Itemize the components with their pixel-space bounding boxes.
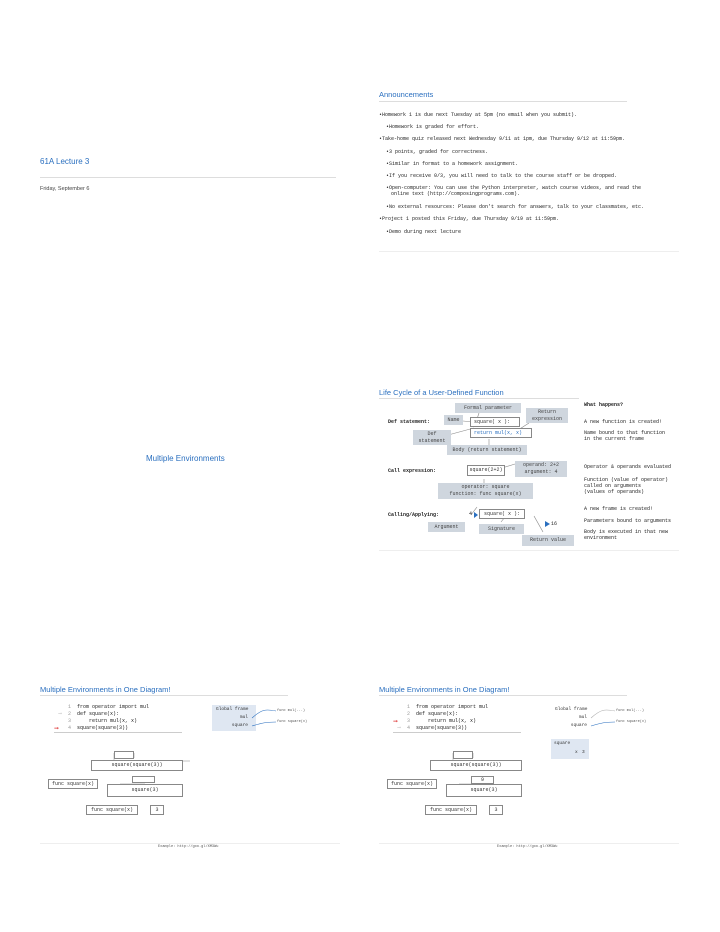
code-line-num: 2 xyxy=(68,711,72,717)
current-line-arrow-icon: ➞ xyxy=(393,719,399,725)
example-link[interactable]: Example: http://goo.gl/XM3Wu xyxy=(497,845,558,849)
life-cycle-title: Life Cycle of a User-Defined Function xyxy=(379,388,504,397)
slide-multiple-environments xyxy=(40,370,360,550)
square-frame-var: x xyxy=(575,750,578,755)
slide-multiple-env-diagram xyxy=(40,685,360,865)
frame-var-square: square xyxy=(231,723,248,728)
expr-top: square(square(3)) xyxy=(91,760,183,771)
expr-bottom-func: func square(x) xyxy=(86,805,138,815)
slide-title-heading: 61A Lecture 3 xyxy=(40,157,90,166)
func-square-label: func square(x) xyxy=(616,720,647,724)
announcement-item: •If you receive 0/3, you will need to talk to the course staff or be dropped. xyxy=(386,173,618,179)
what-happens-heading: What happens? xyxy=(584,402,624,408)
announcement-item: •Homework 1 is due next Tuesday at 5pm (no email when you submit). xyxy=(379,112,578,118)
slide-life-cycle xyxy=(379,388,699,568)
note-body-executed: Body is executed in that new environment xyxy=(584,529,669,541)
operand-label: operand: 2+2 argument: 4 xyxy=(515,461,567,477)
announcement-item: online text (http://composingprograms.com). xyxy=(391,191,521,197)
announcement-item: •No external resources: Please don't search for answers, talk to your classmates, etc. xyxy=(386,204,645,210)
code-line-num: 4 xyxy=(68,725,72,731)
frame-var-square: square xyxy=(570,723,587,728)
code-line: def square(x): xyxy=(77,711,120,717)
code-line: from operator import mul xyxy=(77,704,150,710)
slide-title xyxy=(40,90,360,270)
note-operator-evaluated: Operator & operands evaluated xyxy=(584,464,672,470)
return-code: mul(x, x) xyxy=(495,430,523,436)
expr-bottom-val: 3 xyxy=(150,805,164,815)
global-frame-label: Global frame xyxy=(216,707,249,712)
note-new-function: A new function is created! xyxy=(584,419,663,425)
code-line-num: 4 xyxy=(407,725,411,731)
frame-var-mul: mul xyxy=(578,715,587,720)
def-statement-heading: Def statement: xyxy=(388,419,431,425)
expr-top: square(square(3)) xyxy=(430,760,522,771)
announcement-item: •Project 1 posted this Friday, due Thursday 9/19 at 11:59pm. xyxy=(379,216,560,222)
announcement-item: •Take-home quiz released next Wednesday 9/11 at 1pm, due Thursday 9/12 at 11:59pm. xyxy=(379,136,626,142)
diagram-title: Multiple Environments in One Diagram! xyxy=(379,685,510,694)
frame-pointers xyxy=(40,685,360,865)
return-expression-label: Return expression xyxy=(526,408,568,423)
expr-inner: square(3) xyxy=(107,784,183,797)
square-frame-value: 3 xyxy=(582,750,585,755)
return-code-box xyxy=(470,428,532,438)
call-code-box: square(2+2) xyxy=(467,465,505,476)
expr-inner-blank xyxy=(132,776,155,783)
announcement-item: •Homework is graded for effort. xyxy=(386,124,480,130)
code-line-num: 2 xyxy=(407,711,411,717)
expr-top-box xyxy=(453,751,473,759)
return-value-label: Return value xyxy=(522,535,574,546)
code-line-num: 3 xyxy=(407,718,411,724)
func-square-label: func square(x) xyxy=(277,720,308,724)
def-code-box xyxy=(470,417,520,427)
previous-line-arrow-icon: ➞ xyxy=(58,711,63,717)
footer-rule xyxy=(379,550,679,551)
slide-multiple-env-diagram-2 xyxy=(379,685,699,865)
frame-pointers xyxy=(379,685,699,865)
return-keyword: return xyxy=(474,430,493,436)
announcement-item: •Open-computer: You can use the Python interpreter, watch course videos, and read the xyxy=(386,185,642,191)
announcement-item: •Similar in format to a homework assignment. xyxy=(386,161,519,167)
footer-rule xyxy=(379,843,679,844)
current-line-arrow-icon: ➞ xyxy=(54,726,60,732)
announcements-title: Announcements xyxy=(379,90,434,99)
expr-bottom-func: func square(x) xyxy=(425,805,477,815)
section-title: Multiple Environments xyxy=(146,454,225,463)
arg-value: 4 xyxy=(469,511,473,517)
note-name-bound: Name bound to that function in the current frame xyxy=(584,430,666,442)
func-mul-label: func mul(...) xyxy=(277,709,306,713)
expr-func: func square(x) xyxy=(48,779,98,789)
note-new-frame: A new frame is created! xyxy=(584,506,654,512)
call-expression-heading: Call expression: xyxy=(388,468,437,474)
footer-rule xyxy=(40,843,340,844)
def-code: square( x ): xyxy=(474,419,511,425)
announcement-item: •Demo during next lecture xyxy=(386,229,462,235)
slide-date: Friday, September 6 xyxy=(40,186,90,192)
code-line: return mul(x, x) xyxy=(77,718,138,724)
example-link[interactable]: Example: http://goo.gl/XM3Wu xyxy=(158,845,219,849)
diagram-title: Multiple Environments in One Diagram! xyxy=(40,685,171,694)
code-line-num: 3 xyxy=(68,718,72,724)
code-line: def square(x): xyxy=(416,711,459,717)
code-line-num: 1 xyxy=(407,704,411,710)
expr-top-box xyxy=(114,751,134,759)
operator-label: operator: square function: func square(x) xyxy=(438,483,533,499)
def-statement-label: Def statement xyxy=(413,430,451,445)
func-mul-label: func mul(...) xyxy=(616,709,645,713)
body-label: Body (return statement) xyxy=(447,445,527,455)
frame-var-mul: mul xyxy=(239,715,248,720)
calling-heading: Calling/Applying: xyxy=(388,512,440,518)
code-line: square(square(3)) xyxy=(416,725,468,731)
code-line-num: 1 xyxy=(68,704,72,710)
slide-announcements xyxy=(379,90,699,270)
formal-parameter-label: Formal parameter xyxy=(455,403,521,413)
footer-rule xyxy=(379,251,679,252)
argument-label: Argument xyxy=(428,522,465,532)
expr-inner: square(3) xyxy=(446,784,522,797)
apply-code-box: square( x ): xyxy=(479,509,525,519)
previous-line-arrow-icon: ➞ xyxy=(397,725,402,731)
announcement-item: •3 points, graded for correctness. xyxy=(386,149,489,155)
expr-nine: 9 xyxy=(471,776,494,784)
expr-bottom-val: 3 xyxy=(489,805,503,815)
note-params-bound: Parameters bound to arguments xyxy=(584,518,672,524)
code-line: from operator import mul xyxy=(416,704,489,710)
code-line: return mul(x, x) xyxy=(416,718,477,724)
signature-label: Signature xyxy=(479,524,524,534)
title-divider xyxy=(40,177,336,178)
global-frame-label: Global frame xyxy=(555,707,588,712)
expr-func: func square(x) xyxy=(387,779,437,789)
name-label: Name xyxy=(444,415,463,425)
square-frame-label: square xyxy=(554,741,571,746)
code-line: square(square(3)) xyxy=(77,725,129,731)
title-divider xyxy=(379,101,627,102)
return-number: 16 xyxy=(551,521,558,527)
note-function-called: Function (value of operator) called on arguments (values of operands) xyxy=(584,477,669,495)
